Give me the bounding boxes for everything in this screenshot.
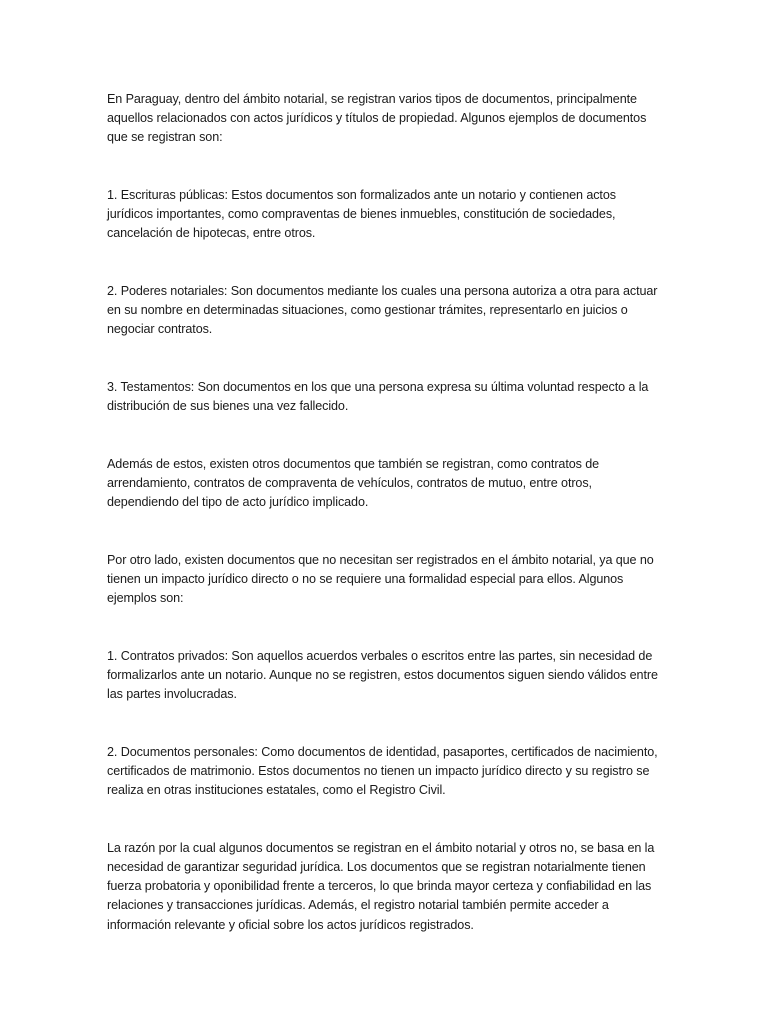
paragraph-otros-documentos: Además de estos, existen otros documentos que también se registran, como contratos de arrendamiento, contratos de compraventa de vehículos, contratos de mutuo, entre otros, dependiendo del tipo de acto jurídico implicado. bbox=[107, 456, 600, 510]
paragraph-spacer bbox=[107, 608, 663, 646]
paragraph-escrituras-publicas: 1. Escrituras públicas: Estos documentos son formalizados ante un notario y contienen actos jurídicos importantes, como compraventas de bienes inmuebles, constitución de sociedades, cancelación de hipotecas, entre otros. bbox=[107, 188, 616, 241]
paragraph-spacer bbox=[107, 340, 663, 378]
paragraph-spacer bbox=[107, 704, 663, 742]
paragraph-poderes-notariales: 2. Poderes notariales: Son documentos mediante los cuales una persona autoriza a otra para actuar en su nombre en determinadas situaciones, como gestionar trámites, representarlo en juicios o negociar contratos. bbox=[107, 284, 658, 337]
paragraph-spacer bbox=[107, 800, 663, 838]
paragraph-spacer bbox=[107, 148, 663, 186]
paragraph-no-registrados-intro: Por otro lado, existen documentos que no necesitan ser registrados en el ámbito notarial, ya que no tienen un impacto jurídico directo o no se requiere una formalidad especial para ellos. Algunos ejemplos son: bbox=[107, 552, 654, 606]
paragraph-intro: En Paraguay, dentro del ámbito notarial, se registran varios tipos de documentos, principalmente aquellos relacionados con actos jurídicos y títulos de propiedad. Algunos ejemplos de documentos que se registran son: bbox=[107, 92, 647, 145]
paragraph-contratos-privados: 1. Contratos privados: Son aquellos acuerdos verbales o escritos entre las partes, sin necesidad de formalizarlos ante un notario. Aunque no se registren, estos documentos siguen siendo válidos entre las partes involucradas. bbox=[107, 648, 658, 702]
paragraph-testamentos: 3. Testamentos: Son documentos en los que una persona expresa su última voluntad respecto a la distribución de sus bienes una vez fallecido. bbox=[107, 380, 649, 414]
paragraph-spacer bbox=[107, 416, 663, 454]
paragraph-spacer bbox=[107, 512, 663, 550]
paragraph-conclusion: La razón por la cual algunos documentos se registran en el ámbito notarial y otros no, se basa en la necesidad de garantizar seguridad jurídica. Los documentos que se registran notarialmente tienen fuerza probatoria y oponibilidad frente a terceros, lo que brinda mayor certeza y confiabilidad en las relaciones y transacciones jurídicas. Además, el registro notarial también permite acceder a información relevante y oficial sobre los actos jurídicos registrados. bbox=[107, 840, 655, 932]
paragraph-spacer bbox=[107, 244, 663, 282]
document-body bbox=[107, 90, 663, 935]
paragraph-documentos-personales: 2. Documentos personales: Como documentos de identidad, pasaportes, certificados de nacimiento, certificados de matrimonio. Estos documentos no tienen un impacto jurídico directo y su registro se realiza en otras instituciones estatales, como el Registro Civil. bbox=[107, 744, 658, 798]
